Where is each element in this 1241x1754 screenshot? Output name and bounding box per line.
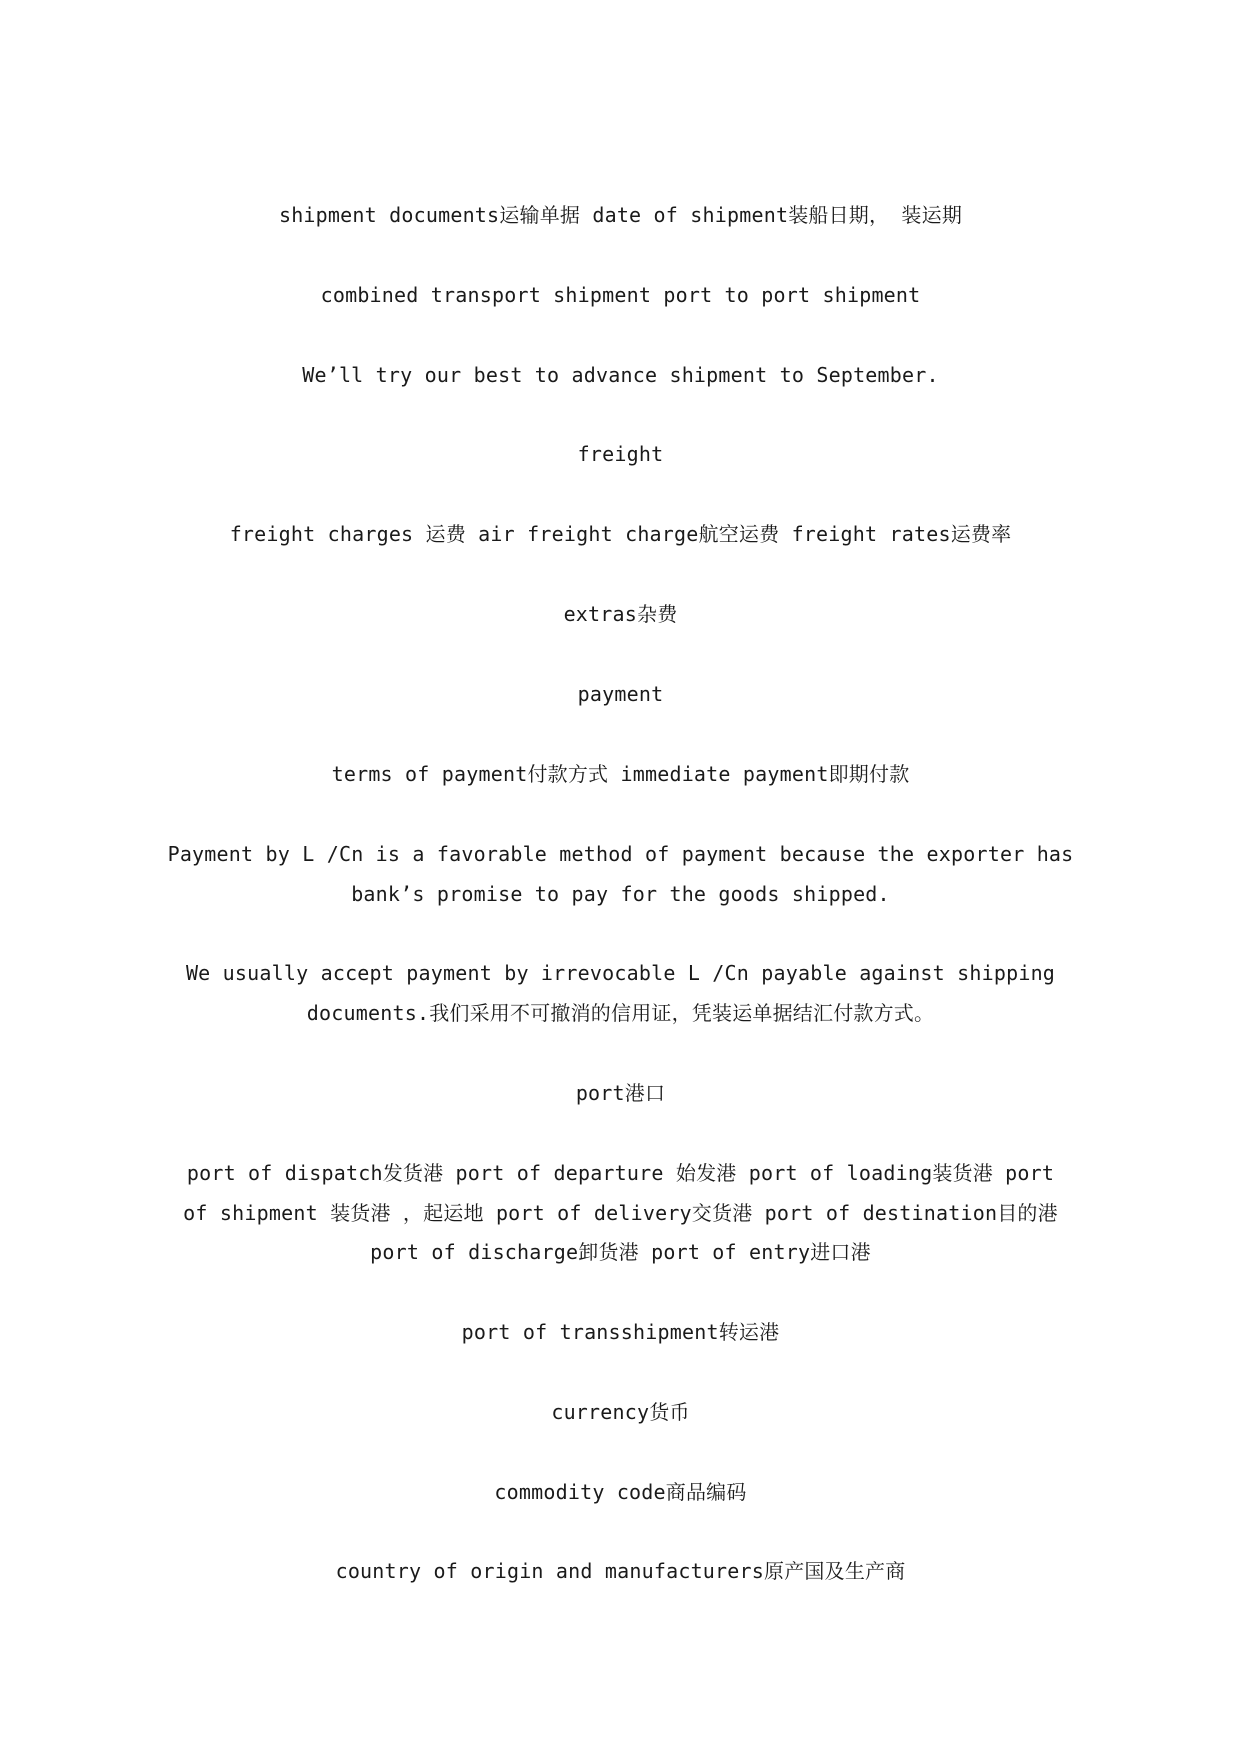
text-line-advance-shipment: We’ll try our best to advance shipment to September. bbox=[302, 363, 939, 387]
text-line-extras: extras杂费 bbox=[563, 602, 678, 626]
paragraph-irrevocable-line-1: We usually accept payment by irrevocable L /Cn payable against shipping bbox=[185, 961, 1056, 985]
text-line-freight-charges: freight charges 运费 air freight charge航空运费 freight rates运费率 bbox=[229, 522, 1012, 546]
paragraph-irrevocable-line-2: documents.我们采用不可撤消的信用证，凭装运单据结汇付款方式。 bbox=[306, 1001, 935, 1025]
paragraph-ports-line-3: port of discharge卸货港 port of entry进口港 bbox=[370, 1240, 871, 1264]
heading-port: port港口 bbox=[575, 1081, 666, 1105]
text-line-shipment-documents: shipment documents运输单据 date of shipment装船日期， 装运期 bbox=[278, 203, 963, 227]
paragraph-lc-line-1: Payment by L /Cn is a favorable method of payment because the exporter has bbox=[167, 842, 1074, 866]
paragraph-ports-line-1: port of dispatch发货港 port of departure 始发港 port of loading装货港 port bbox=[186, 1161, 1055, 1185]
heading-payment: payment bbox=[577, 682, 664, 706]
text-line-country-of-origin: country of origin and manufacturers原产国及生产商 bbox=[335, 1559, 906, 1583]
text-line-currency: currency货币 bbox=[551, 1400, 690, 1424]
heading-freight: freight bbox=[577, 442, 664, 466]
paragraph-ports-line-2: of shipment 装货港 ，起运地 port of delivery交货港 port of destination目的港 bbox=[183, 1201, 1058, 1225]
text-line-combined-transport: combined transport shipment port to port shipment bbox=[320, 283, 921, 307]
text-line-terms-of-payment: terms of payment付款方式 immediate payment即期付款 bbox=[331, 762, 910, 786]
text-line-commodity-code: commodity code商品编码 bbox=[494, 1480, 747, 1504]
text-line-transshipment: port of transshipment转运港 bbox=[461, 1320, 780, 1344]
paragraph-lc-line-2: bank’s promise to pay for the goods shipped. bbox=[351, 882, 890, 906]
